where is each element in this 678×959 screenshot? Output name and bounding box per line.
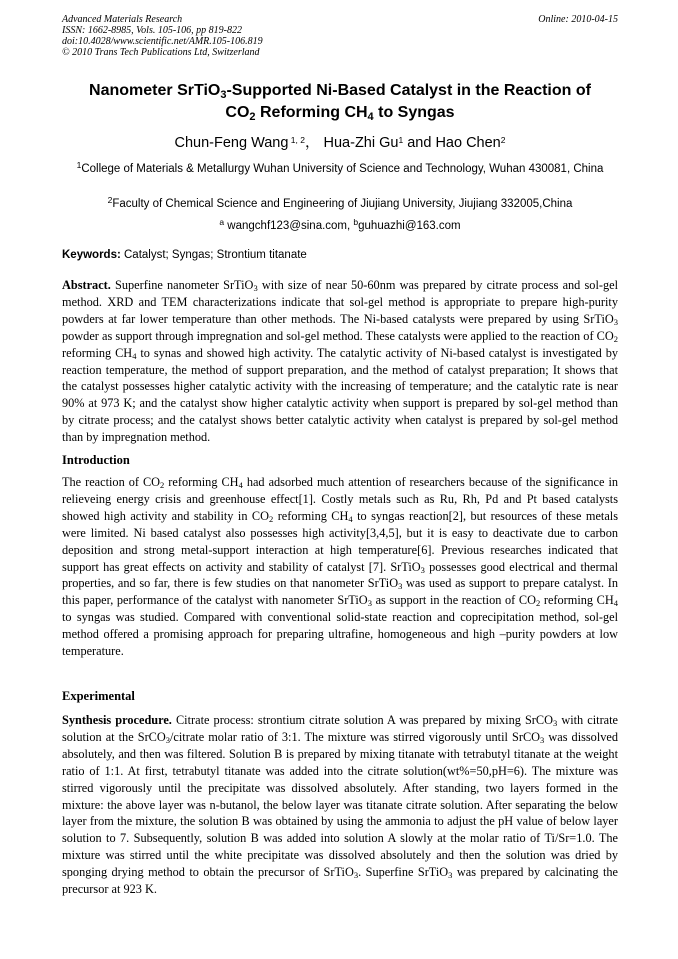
affiliation-2: $^2$Faculty of Chemical Science and Engineering of Jiujiang University, Jiujiang 332005,China xyxy=(107,195,573,210)
introduction-body: The reaction of $CO_2$ reforming $CH_4$ had adsorbed much attention of researchers because of the significance in relieveing energy crisis and greenhouse effect[1]. Costly metals such as Ru, Rh, Pd and Pt based catalysts showed high activity and stability in $CO_2$ reforming $CH_4$ to syngas reaction[2], but resources of these metals were limited. Ni based catalyst also possesses high activity[3,4,5], but it is easy to deactivate due to carbon deposition and strong metal-support interaction at high temperature[6]. Previous researches indicated that support has great effects on activity and stability of catalyst [7]. SrTiO$_3$ possesses good electrical and thermal properties, and so far, there is few studies on that nanometer SrTiO$_3$ was used as support to prepare catalyst. In this paper, performance of the catalyst with nanometer SrTiO$_3$ as support in the reaction of $CO_2$ reforming $CH_4$ to syngas was studied. Compared with conventional solid-state reaction and coprecipitation method, sol-gel method offered a promising approach for preparing ultrafine, homogeneous and high –purity powders at low temperature. xyxy=(62,475,619,659)
author-list: Chun-Feng Wang $^{1, 2}$， Hua-Zhi Gu$^1$ and Hao Chen$^2$ xyxy=(174,135,506,151)
affiliation-1: $^1$College of Materials & Metallurgy Wuhan University of Science and Technology, Wuhan 430081, China xyxy=(76,160,604,175)
synthesis-label: Synthesis procedure. xyxy=(62,713,172,727)
introduction-heading: Introduction xyxy=(62,453,130,467)
title-line-2: $CO_2$ Reforming $CH_4$ to Syngas xyxy=(225,104,455,123)
title-line-1: Nanometer SrTiO$_3$-Supported Ni-Based Catalyst in the Reaction of xyxy=(89,82,591,101)
author-emails: $^a$ wangchf123@sina.com, $^b$guhuazhi@163.com xyxy=(219,217,461,232)
keywords: Keywords: Catalyst; Syngas; Strontium titanate xyxy=(62,249,307,261)
author-2: Hua-Zhi Gu xyxy=(319,135,399,151)
abstract: Abstract. Superfine nanometer SrTiO$_3$ with size of near 50-60nm was prepared by citrate process and sol-gel method. XRD and TEM characterizations indicate that sol-gel method is appropriate to prepare high-purity powders at far lower temperature than other methods. The Ni-based catalysts were prepared by using SrTiO$_3$ powder as support through impregnation and sol-gel method. These catalysts were applied to the reaction of $CO_2$ reforming $CH_4$ to synas and showed high activity. The catalytic activity of Ni-based catalyst is investigated by reaction temperature, the method of support preparation, and the method of catalyst preparation; It shows that the catalyst possesses higher catalytic activity with the increasing of temperature; and the catalytic rate is near 90% at 973 K; and the catalyst show higher catalytic activity when support is prepared by sol-gel method than by citrate process; and the catalyst shows better catalytic activity when catalyst is prepared by sol-gel method than by impregnation method. xyxy=(62,278,619,445)
doi-line: doi:10.4028/www.scientific.net/AMR.105-106.819 xyxy=(62,36,263,47)
paper-title xyxy=(40,80,640,124)
copyright-line: © 2010 Trans Tech Publications Ltd, Switzerland xyxy=(62,47,260,58)
journal-name: Advanced Materials Research xyxy=(62,14,183,25)
author-3: Hao Chen xyxy=(435,135,501,151)
issn-line: ISSN: 1662-8985, Vols. 105-106, pp 819-822 xyxy=(62,25,242,36)
synthesis-procedure: Synthesis procedure. Citrate process: strontium citrate solution A was prepared by mixing SrCO$_3$ with citrate solution at the SrCO$_3$/citrate molar ratio of 3:1. The mixture was stirred vigorously until SrCO$_3$ was dissolved absolutely, and then was filtered. Solution B is prepared by mixing titanate with tetrabutyl titanate at the weight ratio of 1:1. At first, tetrabutyl titanate was added into the citrate solution(wt%=50,pH=6). The mixture was stirred vigorously until the precipitate was dissolved absolutely. After standing, two layers formed in the mixture: the above layer was n-butanol, the below layer was titanate citrate solution. After separating the below layer from the mixture, the solution B was obtained by using the ammonia to adjust the pH value of below layer solution to 7. Subsequently, solution B was added into solution A slowly at the molar ratio of Ti/Sr=1.0. The mixture was stirred until the white precipitate was dissolved absolutely and then the solution was dried by sponging drying method to obtain the precursor of SrTiO$_3$. Superfine SrTiO$_3$ was prepared by calcinating the precursor at 923 K. xyxy=(62,713,619,897)
journal-header xyxy=(62,14,618,58)
abstract-label: Abstract. xyxy=(62,278,111,292)
online-date: Online: 2010-04-15 xyxy=(538,14,618,25)
experimental-heading: Experimental xyxy=(62,689,135,703)
author-1: Chun-Feng Wang xyxy=(174,135,289,151)
keywords-label: Keywords: xyxy=(62,249,121,261)
